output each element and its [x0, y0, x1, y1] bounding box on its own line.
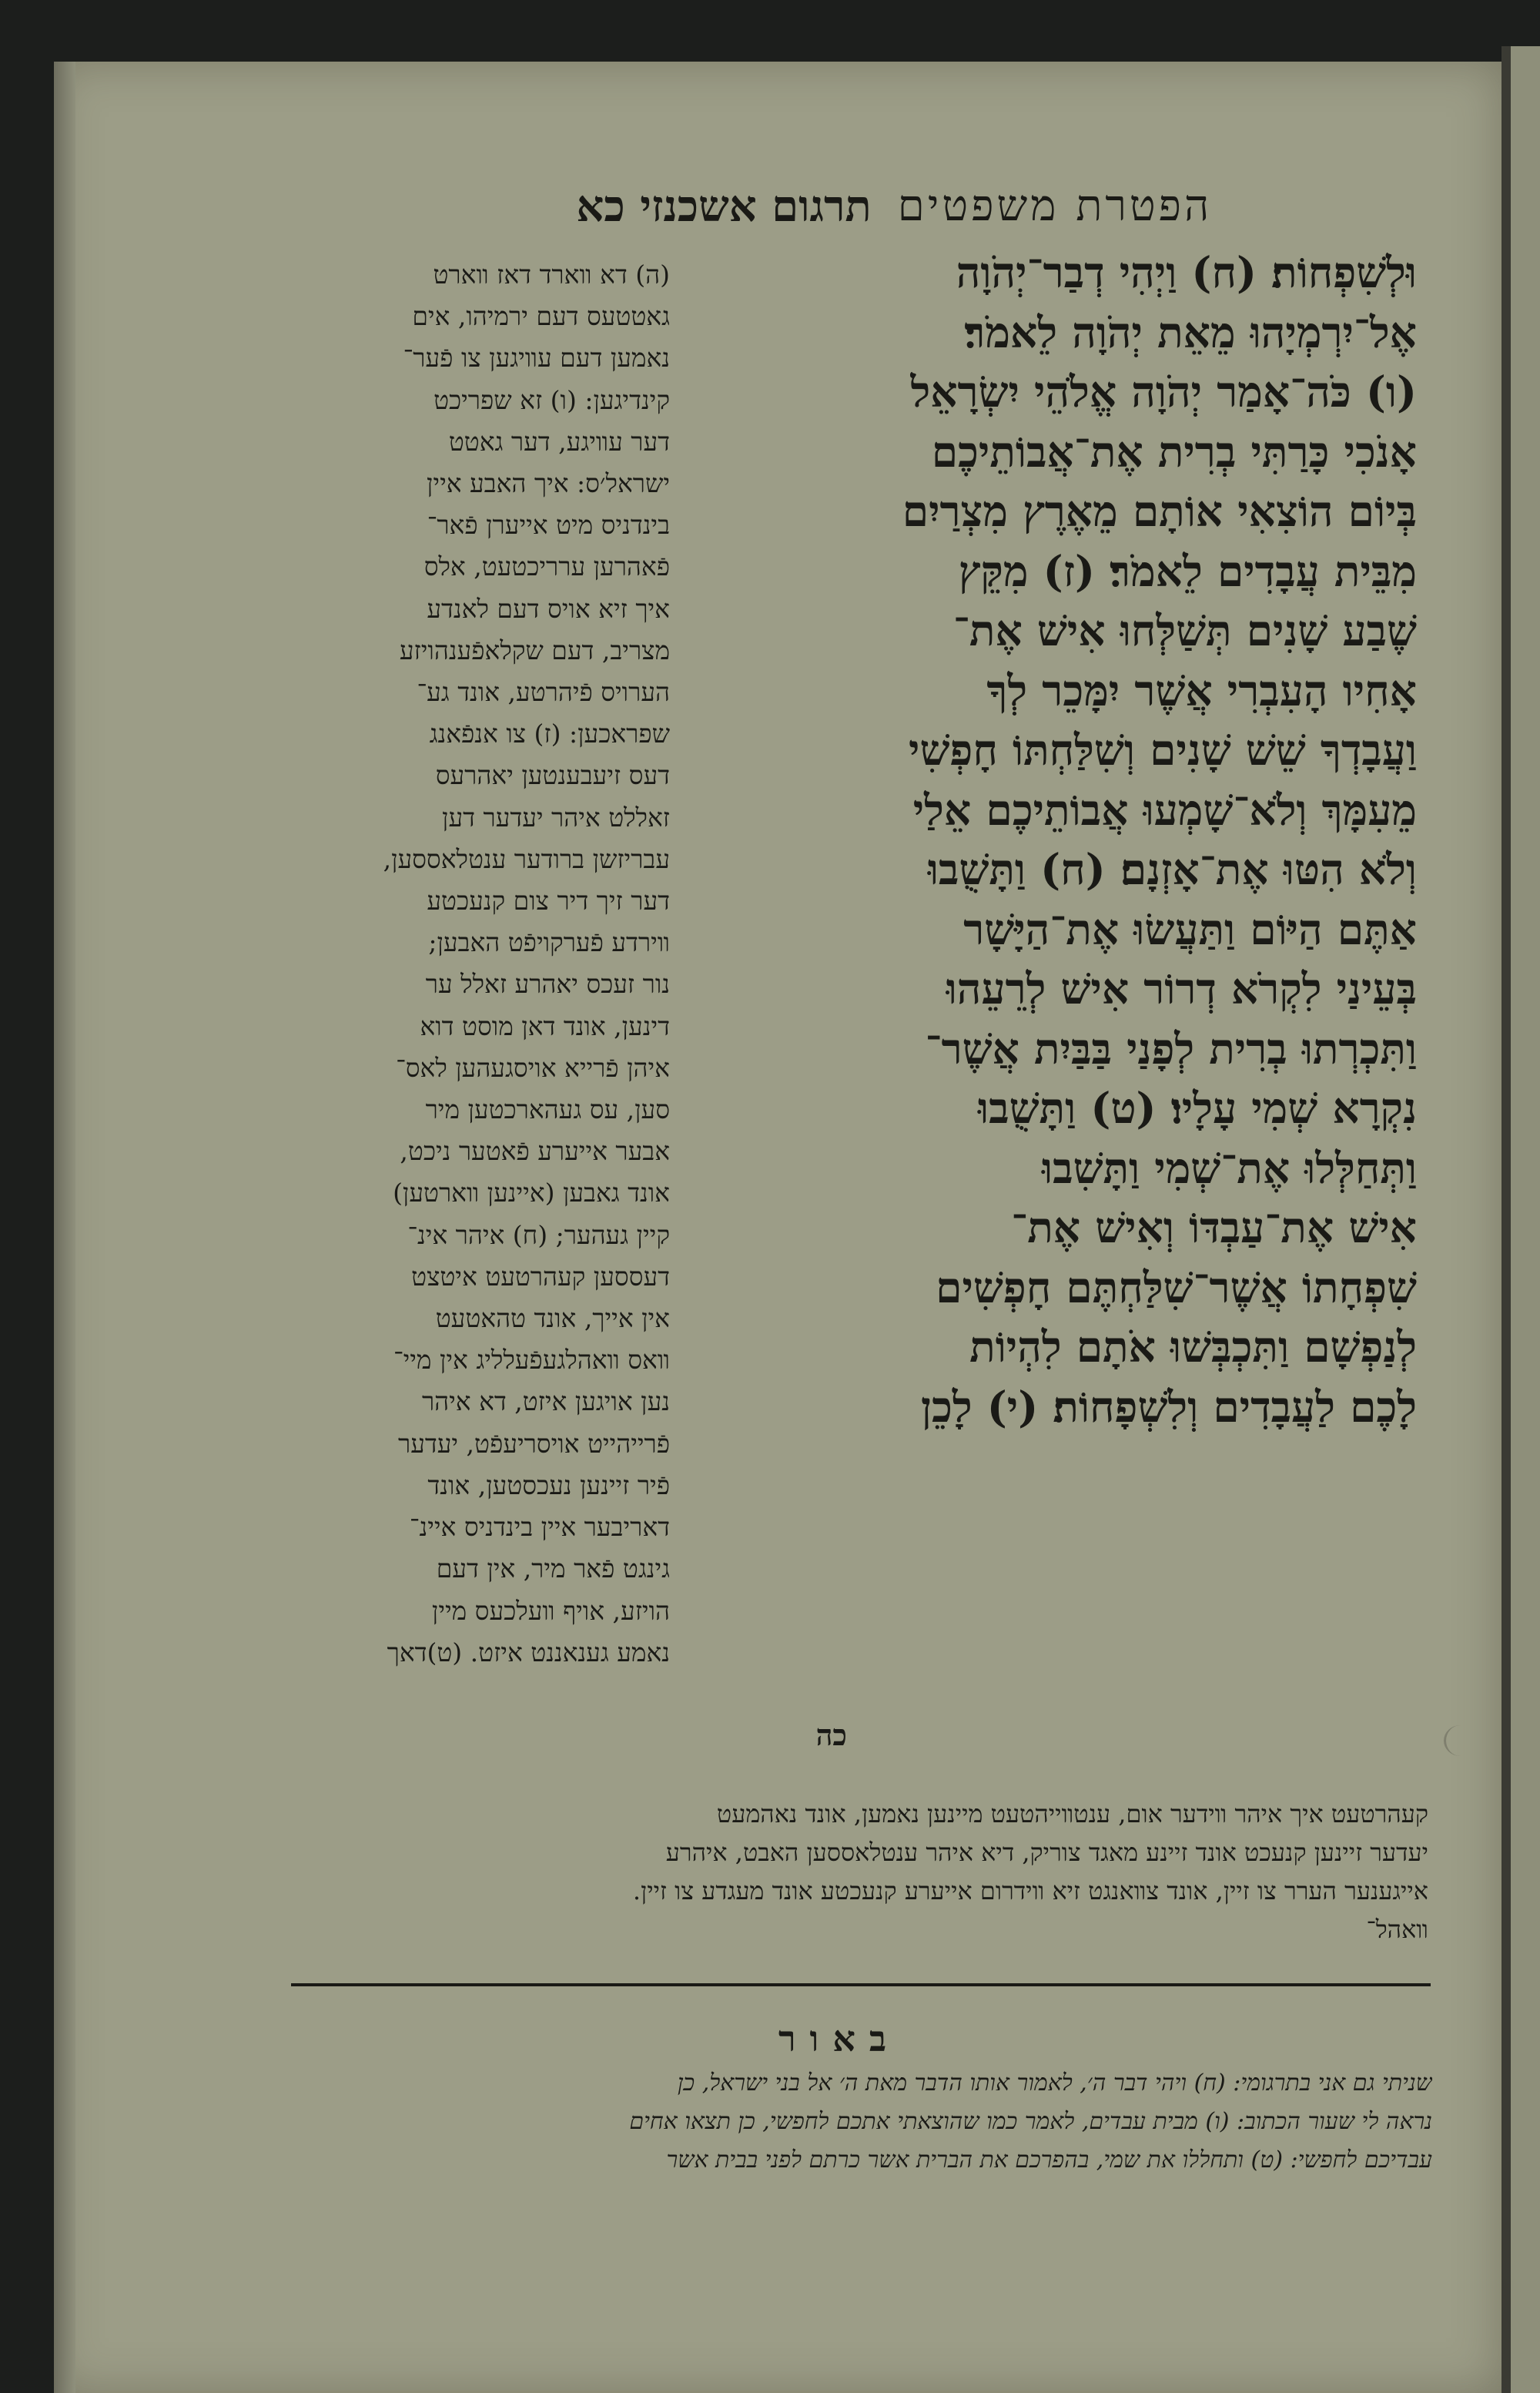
- hebrew-line: אָנֹכִי כָּרַתִּי בְרִית אֶת־אֲבוֹתֵיכֶם: [931, 426, 1417, 477]
- translation-line: בינדניס מיט אייערן פֿאר־: [427, 510, 670, 541]
- hebrew-line: אִישׁ אֶת־עַבְדּוֹ וְאִישׁ אֶת־: [1011, 1202, 1417, 1252]
- signature-mark: כה: [815, 1718, 847, 1752]
- hebrew-line: שִׁפְחָתוֹ אֲשֶׁר־שִׁלַּחְתֶּם חָפְשִׁים: [936, 1262, 1417, 1312]
- hebrew-line: אֶל־יִרְמְיָהוּ מֵאֵת יְהֹוָה לֵאמֹר׃: [964, 307, 1417, 357]
- translation-column: [273, 254, 670, 1787]
- page-edge-shadow: [1502, 46, 1511, 2393]
- translation-line: דער עװיגע, דער גאטט: [448, 426, 670, 457]
- translation-line: (ה) דא װארד דאז װארט: [433, 260, 670, 290]
- divider-rule: [291, 1983, 1431, 1986]
- running-header-left: תרגום אשכנזי כא: [576, 181, 872, 232]
- adjacent-page: [1511, 46, 1540, 2393]
- translation-line: װירדע פֿערקויפֿט האבען;: [428, 927, 670, 958]
- page-gutter: [54, 62, 75, 2393]
- biur-line: עבדיכם לחפשי: (ט) ותחללו את שמי, בהפרכם את הברית אשר כרתם לפני בבית אשר: [666, 2147, 1432, 2173]
- translation-line: קיין געהער; (ח) איהר אינ־: [407, 1219, 670, 1250]
- translation-line: הויזע, אויף װעלכעס מיין: [431, 1595, 670, 1626]
- hebrew-line: וּלְשִׁפְחוֹת׃ (ח) וַיְהִי דְבַר־יְהֹוָה: [956, 247, 1417, 297]
- biur-line: נראה לי שעור הכתוב: (ו) מבית עבדים, לאמר כמו שהוצאתי אתכם לחפשי, כן תצאו אחים: [629, 2108, 1432, 2135]
- hebrew-line: אָחִיו הָעִבְרִי אֲשֶׁר יִמָּכֵר לְךָ: [986, 665, 1417, 716]
- hebrew-line: וַעֲבָדְךָ שֵׁשׁ שָׁנִים וְשִׁלַּחְתּוֹ חָפְשִׁי: [909, 725, 1417, 775]
- hebrew-line: מֵעִמָּךְ וְלֹא־שָׁמְעוּ אֲבוֹתֵיכֶם אֵלַי: [912, 784, 1417, 835]
- translation-line: גאטטעס דעם ירמיהו, אים: [412, 301, 670, 332]
- hebrew-line: נִקְרָא שְׁמִי עָלָיו׃ (ט) וַתָּשֻׁבוּ: [978, 1083, 1417, 1133]
- translation-line: סען, עס געהארכטען מיר: [425, 1094, 670, 1125]
- translation-line: דער זיך דיר צום קנעכטע: [427, 886, 670, 917]
- biur-title: באור: [778, 2018, 901, 2060]
- biur-line: שניתי גם אני בתרגומי: (ח) ויהי דבר ה׳, לאמור אותו הדבר מאת ה׳ אל בני ישראל, כן: [677, 2070, 1432, 2096]
- hebrew-line: מִבֵּית עֲבָדִים לֵאמֹר׃ (ז) מִקֵּץ: [958, 545, 1417, 596]
- translation-line: עבריזשן ברודער ענטלאססען,: [383, 843, 670, 874]
- hebrew-text-column: [678, 243, 1417, 1436]
- translation-line: הערויס פֿיהרטע, אונד גע־: [417, 677, 670, 708]
- hebrew-line: לְנַפְשָׁם וַתִּכְבְּשׁוּ אֹתָם לִהְיוֹת: [969, 1322, 1417, 1372]
- hebrew-line: אַתֶּם הַיּוֹם וַתַּעֲשׂוּ אֶת־הַיָּשָׁר: [963, 903, 1417, 954]
- hebrew-line: (ו) כֹּה־אָמַר יְהֹוָה אֱלֹהֵי יִשְׂרָאֵל: [910, 367, 1417, 417]
- translation-line: דעססען קעהרטעט איטצט: [411, 1261, 670, 1292]
- translation-line: פֿיר זיינען נעכסטען, אונד: [427, 1470, 670, 1500]
- translation-line: שפראכען: (ז) צו אנפֿאנג: [429, 719, 670, 749]
- translation-line: נאמען דעם עװיגען צו פֿער־: [403, 343, 670, 374]
- translation-line: איהן פֿרייא אויסגעהען לאס־: [396, 1052, 670, 1083]
- translation-line: אבער אייערע פֿאטער ניכט,: [400, 1136, 670, 1167]
- translation-line: ישראל׳ס: איך האבע איין: [427, 468, 670, 499]
- hebrew-line: וַתְּחַלְּלוּ אֶת־שְׁמִי וַתָּשִׁבוּ: [1042, 1142, 1417, 1193]
- translation-line: דאריבער איין בינדניס איינ־: [409, 1512, 670, 1543]
- translation-line: דעס זיעבענטען יאהרעס: [435, 760, 670, 791]
- running-header-right: הפטרת משפטים: [897, 181, 1213, 231]
- translation-line: נור זעכס יאהרע זאלל ער: [425, 969, 670, 1000]
- translation-line: װאס װאהלגעפֿעלליג אין מיי־: [393, 1345, 670, 1376]
- translation-line: פֿאהרען ערריכטעט, אלס: [424, 551, 670, 582]
- translation-line: קעהרטעט איך איהר װידער אום, ענטװייהטעט מיינען נאמען, אונד נאהמעט: [716, 1799, 1428, 1828]
- translation-line: אין אייך, אונד טהאטעט: [435, 1303, 670, 1334]
- translation-line: װאהל־: [1366, 1915, 1428, 1944]
- hebrew-line: לָכֶם לַעֲבָדִים וְלִשְׁפָחוֹת׃ (י) לָכֵן: [921, 1381, 1417, 1432]
- biur-commentary: [270, 2064, 1432, 2180]
- translation-line: נען אויגען איזט, דא איהר: [421, 1386, 670, 1417]
- translation-line: אייגענער הערר צו זיין, אונד צװאנגט זיא װידרום אייערע קנעכטע אונד מעגדע צו זיין.: [632, 1876, 1428, 1905]
- hebrew-line: בְּעֵינַי לִקְרֹא דְרוֹר אִישׁ לְרֵעֵהוּ: [946, 964, 1417, 1014]
- hebrew-line: בְּיוֹם הוֹצִאִי אוֹתָם מֵאֶרֶץ מִצְרַיִם: [902, 486, 1417, 536]
- translation-line: גינגט פֿאר מיר, אין דעם: [436, 1553, 670, 1584]
- translation-line: קינדיגען: (ו) זא שפריכט: [434, 384, 670, 415]
- hebrew-line: שֶׁבַע שָׁנִים תְּשַׁלְּחוּ אִישׁ אֶת־: [952, 605, 1417, 655]
- hebrew-line: וְלֹא הִטּוּ אֶת־אָזְנָם׃ (ח) וַתָּשֻׁבוּ: [927, 844, 1417, 894]
- translation-line: דינען, אונד דאן מוסט דוא: [420, 1010, 670, 1041]
- translation-line: מצריב, דעם שקלאפֿענהויזע: [399, 635, 670, 665]
- translation-line: נאמע גענאננט איזט. (ט)דאך: [387, 1637, 670, 1667]
- translation-line: איך זיא אויס דעם לאנדע: [427, 593, 670, 624]
- translation-line: אונד גאבען (איינען װארטען): [393, 1178, 670, 1208]
- translation-continuation: [273, 1795, 1428, 1949]
- translation-line: פֿרייהייט אויסריעפֿט, יעדער: [397, 1428, 670, 1459]
- hebrew-line: וַתִּכְרְתוּ בְרִית לְפָנַי בַּבַּיִת אֲשֶׁר־: [925, 1023, 1417, 1074]
- translation-line: זאללט איהר יעדער דען: [442, 802, 670, 833]
- translation-line: יעדער זיינען קנעכט אונד זיינע מאגד צוריק, דיא איהר ענטלאססען האבט, איהרע: [665, 1838, 1428, 1867]
- margin-mark: [1444, 1725, 1477, 1756]
